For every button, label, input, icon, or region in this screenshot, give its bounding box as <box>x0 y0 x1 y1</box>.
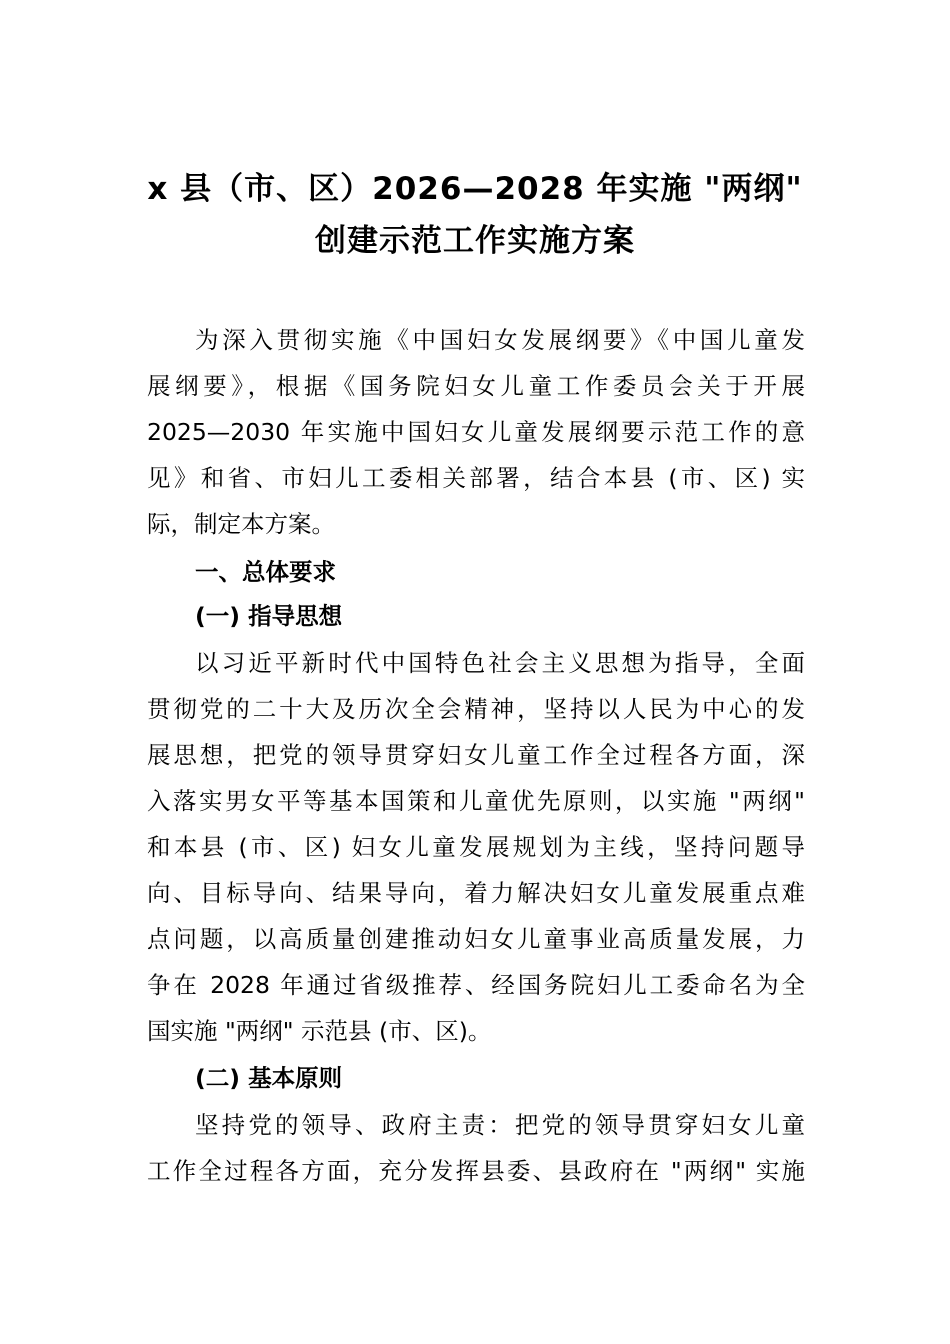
intro-paragraph-line: 为深入贯彻实施《中国妇女发展纲要》《中国儿童发 <box>195 326 805 354</box>
guiding-ideology-line: 和本县 (市、区) 妇女儿童发展规划为主线，坚持问题导 <box>147 833 805 861</box>
intro-paragraph-line: 际，制定本方案。 <box>147 510 335 538</box>
subsection-heading-basic-principles: (二) 基本原则 <box>195 1064 343 1092</box>
intro-paragraph-line: 2025—2030 年实施中国妇女儿童发展纲要示范工作的意 <box>147 418 805 446</box>
guiding-ideology-line: 点问题，以高质量创建推动妇女儿童事业高质量发展，力 <box>147 925 805 953</box>
guiding-ideology-line: 以习近平新时代中国特色社会主义思想为指导，全面 <box>195 649 805 677</box>
guiding-ideology-line: 向、目标导向、结果导向，着力解决妇女儿童发展重点难 <box>147 879 805 907</box>
guiding-ideology-line: 贯彻党的二十大及历次全会精神，坚持以人民为中心的发 <box>147 695 805 723</box>
document-title-line-2: 创建示范工作实施方案 <box>315 223 635 259</box>
intro-paragraph-line: 展纲要》，根据《国务院妇女儿童工作委员会关于开展 <box>147 372 805 400</box>
basic-principles-line: 坚持党的领导、政府主责：把党的领导贯穿妇女儿童 <box>195 1111 805 1139</box>
guiding-ideology-line: 入落实男女平等基本国策和儿童优先原则，以实施 "两纲" <box>147 787 805 815</box>
document-title-line-1: x 县（市、区）2026—2028 年实施 "两纲" <box>147 171 803 207</box>
guiding-ideology-line: 展思想，把党的领导贯穿妇女儿童工作全过程各方面，深 <box>147 741 805 769</box>
basic-principles-line: 工作全过程各方面，充分发挥县委、县政府在 "两纲" 实施 <box>147 1157 805 1185</box>
section-heading-general-requirements: 一、总体要求 <box>195 558 336 586</box>
intro-paragraph-line: 见》和省、市妇儿工委相关部署，结合本县 (市、区) 实 <box>147 464 805 492</box>
subsection-heading-guiding-ideology: (一) 指导思想 <box>195 602 343 630</box>
guiding-ideology-line: 争在 2028 年通过省级推荐、经国务院妇儿工委命名为全 <box>147 971 805 999</box>
guiding-ideology-line: 国实施 "两纲" 示范县 (市、区)。 <box>147 1017 492 1045</box>
